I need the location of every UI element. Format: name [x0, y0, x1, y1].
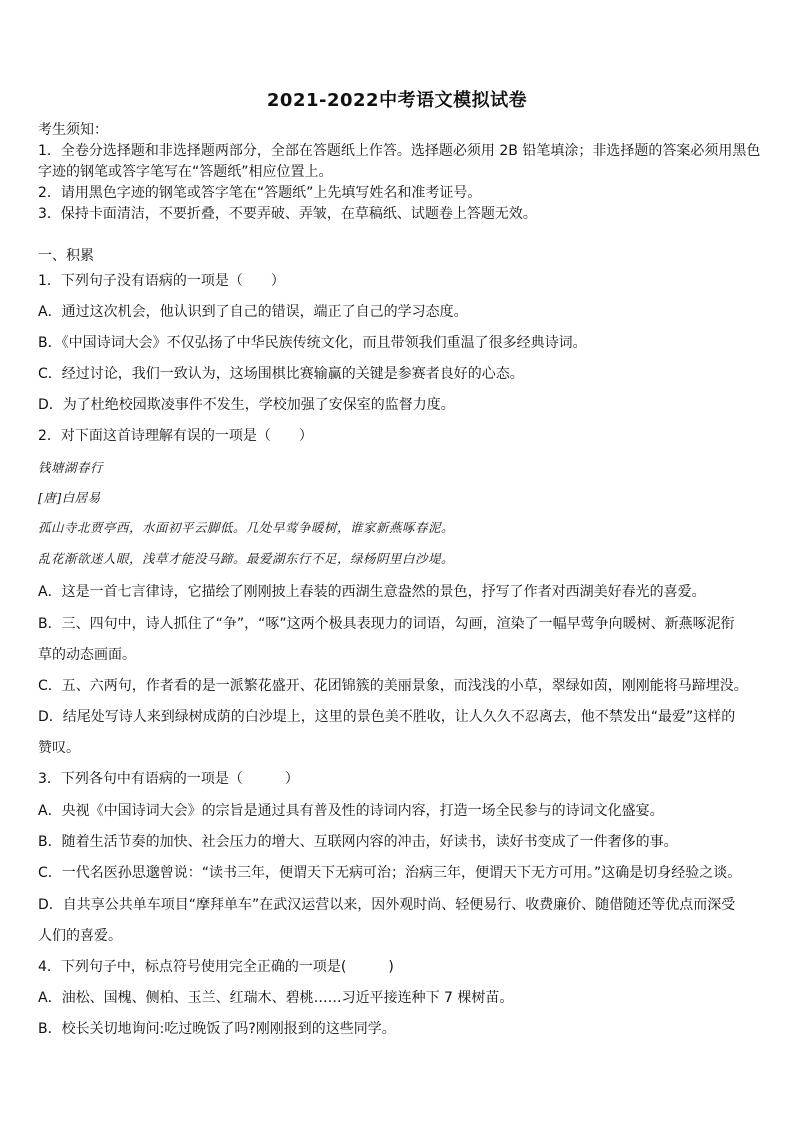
option-d: D．结尾处写诗人来到绿树成荫的白沙堤上，这里的景色美不胜收，让人久久不忍离去，他不禁发出“最爱”这样的	[38, 709, 736, 725]
notice-item: 2．请用黑色字迹的钢笔或答字笔在“答题纸”上先填写姓名和准考证号。	[38, 185, 482, 201]
poem-line: 孤山寺北贾亭西，水面初平云脚低。几处早莺争暖树，谁家新燕啄春泥。	[38, 520, 455, 535]
option-c: C．经过讨论，我们一致认为，这场围棋比赛输赢的关键是参赛者良好的心态。	[38, 366, 524, 382]
option-a: A．油松、国槐、侧柏、玉兰、红瑞木、碧桃……习近平接连种下 7 棵树苗。	[38, 990, 514, 1006]
option-c: C．一代名医孙思邈曾说：“读书三年，便谓天下无病可治；治病三年，便谓天下无方可用。”这确是切身经验之谈。	[38, 865, 742, 881]
page-title: 2021-2022中考语文模拟试卷	[266, 90, 528, 111]
option-b: B．随着生活节奏的加快、社会压力的增大、互联网内容的冲击，好读书，读好书变成了一件奢侈的事。	[38, 834, 678, 850]
question-stem: 4．下列句子中，标点符号使用完全正确的一项是( )	[38, 959, 394, 975]
option-d: D．为了杜绝校园欺凌事件不发生，学校加强了安保室的监督力度。	[38, 397, 455, 413]
notice-item: 字迹的钢笔或答字笔写在“答题纸”相应位置上。	[38, 164, 333, 180]
option-d-continued: 人们的喜爱。	[38, 928, 122, 944]
question-stem: 2．对下面这首诗理解有误的一项是（ ）	[38, 428, 313, 444]
option-d-continued: 赞叹。	[38, 740, 80, 756]
option-b-continued: 草的动态画面。	[38, 647, 136, 663]
poem-title: 钱塘湖春行	[38, 460, 104, 475]
section-heading: 一、积累	[38, 248, 94, 264]
option-a: A．这是一首七言律诗，它描绘了刚刚披上春装的西湖生意盎然的景色，抒写了作者对西湖美好春光的喜爱。	[38, 584, 706, 600]
question-stem: 1．下列句子没有语病的一项是（ ）	[38, 273, 285, 289]
poem-author: [唐]白居易	[38, 490, 101, 505]
option-b: B．校长关切地询问:吃过晚饭了吗?刚刚报到的这些同学。	[38, 1021, 396, 1037]
notice-heading: 考生须知：	[38, 122, 108, 138]
question-stem: 3．下列各句中有语病的一项是（ ）	[38, 771, 299, 787]
option-c: C．五、六两句，作者看的是一派繁花盛开、花团锦簇的美丽景象，而浅浅的小草，翠绿如茵，刚刚能将马蹄埋没。	[38, 678, 748, 694]
notice-item: 3．保持卡面清洁，不要折叠，不要弄破、弄皱，在草稿纸、试题卷上答题无效。	[38, 206, 537, 222]
option-a: A．通过这次机会，他认识到了自己的错误，端正了自己的学习态度。	[38, 304, 468, 320]
notice-item: 1．全卷分选择题和非选择题两部分，全部在答题纸上作答。选择题必须用 2B 铅笔填涂；非选择题的答案必须用黑色	[38, 143, 761, 159]
option-d: D．自共享公共单车项目“摩拜单车”在武汉运营以来，因外观时尚、轻便易行、收费廉价、随借随还等优点而深受	[38, 897, 736, 913]
option-a: A．央视《中国诗词大会》的宗旨是通过具有普及性的诗词内容，打造一场全民参与的诗词文化盛宴。	[38, 803, 664, 819]
option-b: B．三、四句中，诗人抓住了“争”，“啄”这两个极具表现力的词语，勾画，渲染了一幅早莺争向暖树、新燕啄泥衔	[38, 616, 735, 632]
option-b: B．《中国诗词大会》不仅弘扬了中华民族传统文化，而且带领我们重温了很多经典诗词。	[38, 335, 587, 351]
poem-line: 乱花渐欲迷人眼，浅草才能没马蹄。最爱湖东行不足，绿杨阴里白沙堤。	[38, 551, 455, 566]
